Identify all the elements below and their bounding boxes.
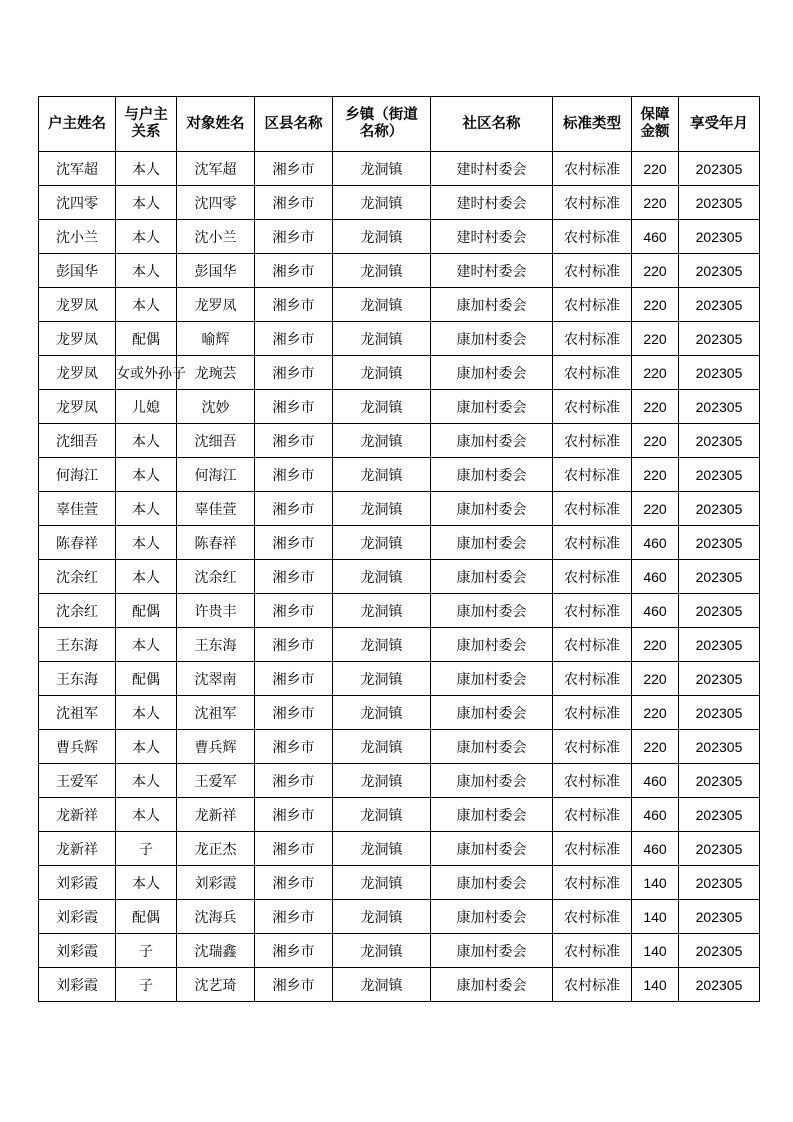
- cell-township: 龙洞镇: [333, 662, 431, 696]
- cell-subject-name: 龙琬芸: [177, 356, 255, 390]
- cell-householder-name: 沈小兰: [39, 220, 116, 254]
- cell-subject-name: 何海江: [177, 458, 255, 492]
- cell-month: 202305: [679, 968, 760, 1002]
- cell-standard-type: 农村标准: [553, 696, 632, 730]
- table-row: [39, 968, 760, 1002]
- cell-standard-type: 农村标准: [553, 288, 632, 322]
- table-row: [39, 934, 760, 968]
- cell-relation: 本人: [116, 560, 177, 594]
- cell-amount: 220: [632, 254, 679, 288]
- cell-householder-name: 沈余红: [39, 560, 116, 594]
- cell-township: 龙洞镇: [333, 526, 431, 560]
- cell-township: 龙洞镇: [333, 730, 431, 764]
- cell-month: 202305: [679, 220, 760, 254]
- cell-relation: 本人: [116, 798, 177, 832]
- table-row: [39, 322, 760, 356]
- cell-township: 龙洞镇: [333, 900, 431, 934]
- cell-county: 湘乡市: [255, 866, 333, 900]
- cell-township: 龙洞镇: [333, 322, 431, 356]
- cell-standard-type: 农村标准: [553, 424, 632, 458]
- cell-subject-name: 龙正杰: [177, 832, 255, 866]
- cell-month: 202305: [679, 560, 760, 594]
- cell-amount: 460: [632, 594, 679, 628]
- cell-county: 湘乡市: [255, 832, 333, 866]
- table-row: [39, 186, 760, 220]
- cell-community: 建时村委会: [431, 220, 553, 254]
- cell-relation: 本人: [116, 220, 177, 254]
- cell-householder-name: 沈四零: [39, 186, 116, 220]
- cell-month: 202305: [679, 662, 760, 696]
- cell-standard-type: 农村标准: [553, 220, 632, 254]
- cell-month: 202305: [679, 492, 760, 526]
- cell-standard-type: 农村标准: [553, 492, 632, 526]
- cell-relation: 配偶: [116, 900, 177, 934]
- cell-county: 湘乡市: [255, 968, 333, 1002]
- cell-community: 康加村委会: [431, 356, 553, 390]
- cell-amount: 460: [632, 526, 679, 560]
- cell-amount: 460: [632, 832, 679, 866]
- cell-community: 康加村委会: [431, 390, 553, 424]
- cell-county: 湘乡市: [255, 798, 333, 832]
- cell-householder-name: 刘彩霞: [39, 934, 116, 968]
- table-row: [39, 866, 760, 900]
- cell-community: 康加村委会: [431, 900, 553, 934]
- table-row: [39, 458, 760, 492]
- cell-householder-name: 沈余红: [39, 594, 116, 628]
- cell-relation: 本人: [116, 628, 177, 662]
- cell-relation: 本人: [116, 526, 177, 560]
- cell-amount: 460: [632, 798, 679, 832]
- cell-subject-name: 沈瑞鑫: [177, 934, 255, 968]
- cell-standard-type: 农村标准: [553, 832, 632, 866]
- cell-county: 湘乡市: [255, 628, 333, 662]
- cell-standard-type: 农村标准: [553, 458, 632, 492]
- cell-amount: 220: [632, 152, 679, 186]
- table-row: [39, 764, 760, 798]
- cell-county: 湘乡市: [255, 254, 333, 288]
- cell-amount: 220: [632, 730, 679, 764]
- cell-subject-name: 龙新祥: [177, 798, 255, 832]
- cell-township: 龙洞镇: [333, 424, 431, 458]
- cell-county: 湘乡市: [255, 594, 333, 628]
- cell-community: 康加村委会: [431, 424, 553, 458]
- cell-standard-type: 农村标准: [553, 866, 632, 900]
- cell-standard-type: 农村标准: [553, 934, 632, 968]
- cell-community: 康加村委会: [431, 730, 553, 764]
- table-row: [39, 832, 760, 866]
- cell-month: 202305: [679, 390, 760, 424]
- cell-month: 202305: [679, 798, 760, 832]
- cell-amount: 220: [632, 390, 679, 424]
- cell-subject-name: 辜佳萱: [177, 492, 255, 526]
- cell-township: 龙洞镇: [333, 492, 431, 526]
- cell-amount: 220: [632, 356, 679, 390]
- header-householder-name: 户主姓名: [39, 97, 116, 152]
- cell-householder-name: 刘彩霞: [39, 968, 116, 1002]
- cell-amount: 220: [632, 696, 679, 730]
- table-row: [39, 526, 760, 560]
- cell-relation: 子: [116, 968, 177, 1002]
- cell-relation: 本人: [116, 424, 177, 458]
- cell-subject-name: 沈艺琦: [177, 968, 255, 1002]
- cell-householder-name: 王爱军: [39, 764, 116, 798]
- cell-standard-type: 农村标准: [553, 356, 632, 390]
- cell-month: 202305: [679, 900, 760, 934]
- cell-standard-type: 农村标准: [553, 152, 632, 186]
- table-row: [39, 560, 760, 594]
- cell-month: 202305: [679, 764, 760, 798]
- cell-householder-name: 龙罗凤: [39, 356, 116, 390]
- cell-community: 康加村委会: [431, 798, 553, 832]
- cell-relation: 本人: [116, 730, 177, 764]
- cell-township: 龙洞镇: [333, 866, 431, 900]
- cell-amount: 220: [632, 628, 679, 662]
- cell-township: 龙洞镇: [333, 390, 431, 424]
- cell-relation: 儿媳: [116, 390, 177, 424]
- cell-householder-name: 沈细吾: [39, 424, 116, 458]
- cell-community: 建时村委会: [431, 186, 553, 220]
- cell-county: 湘乡市: [255, 152, 333, 186]
- header-row: [39, 97, 760, 152]
- cell-subject-name: 沈翠南: [177, 662, 255, 696]
- cell-county: 湘乡市: [255, 220, 333, 254]
- cell-month: 202305: [679, 594, 760, 628]
- cell-county: 湘乡市: [255, 764, 333, 798]
- cell-relation: 女或外孙子: [116, 356, 177, 390]
- assistance-table: [38, 96, 760, 1002]
- cell-householder-name: 龙新祥: [39, 832, 116, 866]
- cell-township: 龙洞镇: [333, 288, 431, 322]
- cell-standard-type: 农村标准: [553, 186, 632, 220]
- cell-householder-name: 龙罗凤: [39, 322, 116, 356]
- cell-community: 康加村委会: [431, 322, 553, 356]
- cell-householder-name: 辜佳萱: [39, 492, 116, 526]
- cell-community: 康加村委会: [431, 696, 553, 730]
- cell-subject-name: 曹兵辉: [177, 730, 255, 764]
- cell-township: 龙洞镇: [333, 356, 431, 390]
- cell-month: 202305: [679, 254, 760, 288]
- cell-county: 湘乡市: [255, 900, 333, 934]
- cell-township: 龙洞镇: [333, 186, 431, 220]
- cell-householder-name: 沈祖军: [39, 696, 116, 730]
- table-row: [39, 900, 760, 934]
- cell-subject-name: 王爱军: [177, 764, 255, 798]
- cell-county: 湘乡市: [255, 560, 333, 594]
- cell-relation: 本人: [116, 152, 177, 186]
- table-row: [39, 730, 760, 764]
- cell-relation: 本人: [116, 696, 177, 730]
- cell-householder-name: 刘彩霞: [39, 866, 116, 900]
- cell-subject-name: 龙罗凤: [177, 288, 255, 322]
- cell-standard-type: 农村标准: [553, 900, 632, 934]
- cell-township: 龙洞镇: [333, 458, 431, 492]
- cell-township: 龙洞镇: [333, 152, 431, 186]
- cell-month: 202305: [679, 356, 760, 390]
- table-row: [39, 662, 760, 696]
- cell-county: 湘乡市: [255, 458, 333, 492]
- cell-community: 康加村委会: [431, 594, 553, 628]
- cell-township: 龙洞镇: [333, 968, 431, 1002]
- cell-county: 湘乡市: [255, 934, 333, 968]
- cell-householder-name: 王东海: [39, 662, 116, 696]
- cell-subject-name: 彭国华: [177, 254, 255, 288]
- table-row: [39, 594, 760, 628]
- cell-community: 康加村委会: [431, 764, 553, 798]
- cell-standard-type: 农村标准: [553, 594, 632, 628]
- cell-householder-name: 王东海: [39, 628, 116, 662]
- cell-householder-name: 陈春祥: [39, 526, 116, 560]
- cell-standard-type: 农村标准: [553, 764, 632, 798]
- cell-householder-name: 龙罗凤: [39, 288, 116, 322]
- cell-township: 龙洞镇: [333, 220, 431, 254]
- cell-relation: 子: [116, 832, 177, 866]
- cell-community: 康加村委会: [431, 628, 553, 662]
- cell-relation: 子: [116, 934, 177, 968]
- cell-householder-name: 沈军超: [39, 152, 116, 186]
- cell-community: 建时村委会: [431, 254, 553, 288]
- cell-standard-type: 农村标准: [553, 390, 632, 424]
- header-subject-name: 对象姓名: [177, 97, 255, 152]
- cell-subject-name: 沈妙: [177, 390, 255, 424]
- cell-standard-type: 农村标准: [553, 968, 632, 1002]
- cell-month: 202305: [679, 934, 760, 968]
- table-row: [39, 628, 760, 662]
- cell-subject-name: 刘彩霞: [177, 866, 255, 900]
- cell-subject-name: 王东海: [177, 628, 255, 662]
- table-row: [39, 696, 760, 730]
- cell-county: 湘乡市: [255, 288, 333, 322]
- cell-amount: 220: [632, 662, 679, 696]
- cell-township: 龙洞镇: [333, 254, 431, 288]
- table-row: [39, 254, 760, 288]
- cell-householder-name: 何海江: [39, 458, 116, 492]
- cell-community: 康加村委会: [431, 866, 553, 900]
- cell-month: 202305: [679, 152, 760, 186]
- cell-county: 湘乡市: [255, 662, 333, 696]
- cell-householder-name: 龙新祥: [39, 798, 116, 832]
- cell-subject-name: 沈余红: [177, 560, 255, 594]
- cell-amount: 220: [632, 288, 679, 322]
- cell-amount: 220: [632, 186, 679, 220]
- cell-subject-name: 喻辉: [177, 322, 255, 356]
- table-row: [39, 424, 760, 458]
- header-month: 享受年月: [679, 97, 760, 152]
- cell-amount: 140: [632, 968, 679, 1002]
- cell-relation: 配偶: [116, 594, 177, 628]
- cell-community: 建时村委会: [431, 152, 553, 186]
- cell-community: 康加村委会: [431, 662, 553, 696]
- cell-month: 202305: [679, 696, 760, 730]
- cell-subject-name: 沈祖军: [177, 696, 255, 730]
- cell-householder-name: 曹兵辉: [39, 730, 116, 764]
- cell-township: 龙洞镇: [333, 798, 431, 832]
- cell-subject-name: 陈春祥: [177, 526, 255, 560]
- header-township: 乡镇（街道名称）: [333, 97, 431, 152]
- cell-householder-name: 龙罗凤: [39, 390, 116, 424]
- cell-month: 202305: [679, 526, 760, 560]
- cell-amount: 140: [632, 900, 679, 934]
- cell-month: 202305: [679, 730, 760, 764]
- cell-community: 康加村委会: [431, 560, 553, 594]
- cell-month: 202305: [679, 866, 760, 900]
- cell-township: 龙洞镇: [333, 696, 431, 730]
- cell-standard-type: 农村标准: [553, 730, 632, 764]
- cell-subject-name: 沈军超: [177, 152, 255, 186]
- cell-relation: 本人: [116, 186, 177, 220]
- cell-county: 湘乡市: [255, 424, 333, 458]
- cell-county: 湘乡市: [255, 186, 333, 220]
- cell-relation: 本人: [116, 254, 177, 288]
- cell-subject-name: 沈海兵: [177, 900, 255, 934]
- cell-township: 龙洞镇: [333, 560, 431, 594]
- cell-community: 康加村委会: [431, 526, 553, 560]
- cell-township: 龙洞镇: [333, 594, 431, 628]
- cell-amount: 140: [632, 866, 679, 900]
- cell-community: 康加村委会: [431, 832, 553, 866]
- cell-county: 湘乡市: [255, 356, 333, 390]
- cell-month: 202305: [679, 628, 760, 662]
- cell-month: 202305: [679, 424, 760, 458]
- cell-amount: 220: [632, 424, 679, 458]
- table-row: [39, 492, 760, 526]
- cell-community: 康加村委会: [431, 492, 553, 526]
- table-row: [39, 152, 760, 186]
- cell-amount: 460: [632, 220, 679, 254]
- cell-relation: 本人: [116, 288, 177, 322]
- cell-community: 康加村委会: [431, 934, 553, 968]
- header-amount: 保障金额: [632, 97, 679, 152]
- cell-subject-name: 许贵丰: [177, 594, 255, 628]
- cell-month: 202305: [679, 322, 760, 356]
- cell-householder-name: 彭国华: [39, 254, 116, 288]
- cell-standard-type: 农村标准: [553, 798, 632, 832]
- cell-relation: 本人: [116, 764, 177, 798]
- cell-amount: 220: [632, 458, 679, 492]
- cell-subject-name: 沈四零: [177, 186, 255, 220]
- cell-amount: 220: [632, 322, 679, 356]
- cell-amount: 140: [632, 934, 679, 968]
- cell-relation: 配偶: [116, 662, 177, 696]
- cell-standard-type: 农村标准: [553, 628, 632, 662]
- cell-month: 202305: [679, 458, 760, 492]
- header-county: 区县名称: [255, 97, 333, 152]
- cell-amount: 460: [632, 764, 679, 798]
- table-row: [39, 220, 760, 254]
- cell-month: 202305: [679, 186, 760, 220]
- cell-township: 龙洞镇: [333, 832, 431, 866]
- cell-county: 湘乡市: [255, 390, 333, 424]
- header-community: 社区名称: [431, 97, 553, 152]
- header-relation: 与户主关系: [116, 97, 177, 152]
- table-row: [39, 288, 760, 322]
- table-row: [39, 390, 760, 424]
- cell-community: 康加村委会: [431, 968, 553, 1002]
- cell-county: 湘乡市: [255, 730, 333, 764]
- cell-standard-type: 农村标准: [553, 560, 632, 594]
- cell-amount: 460: [632, 560, 679, 594]
- cell-amount: 220: [632, 492, 679, 526]
- table-row: [39, 798, 760, 832]
- cell-county: 湘乡市: [255, 696, 333, 730]
- cell-county: 湘乡市: [255, 322, 333, 356]
- cell-relation: 本人: [116, 458, 177, 492]
- cell-township: 龙洞镇: [333, 934, 431, 968]
- cell-standard-type: 农村标准: [553, 662, 632, 696]
- cell-relation: 本人: [116, 866, 177, 900]
- cell-standard-type: 农村标准: [553, 322, 632, 356]
- cell-relation: 配偶: [116, 322, 177, 356]
- cell-community: 康加村委会: [431, 458, 553, 492]
- cell-county: 湘乡市: [255, 526, 333, 560]
- cell-standard-type: 农村标准: [553, 526, 632, 560]
- cell-township: 龙洞镇: [333, 628, 431, 662]
- cell-county: 湘乡市: [255, 492, 333, 526]
- cell-subject-name: 沈细吾: [177, 424, 255, 458]
- cell-month: 202305: [679, 288, 760, 322]
- cell-community: 康加村委会: [431, 288, 553, 322]
- cell-month: 202305: [679, 832, 760, 866]
- cell-relation: 本人: [116, 492, 177, 526]
- cell-subject-name: 沈小兰: [177, 220, 255, 254]
- cell-householder-name: 刘彩霞: [39, 900, 116, 934]
- cell-standard-type: 农村标准: [553, 254, 632, 288]
- header-standard-type: 标准类型: [553, 97, 632, 152]
- table-row: [39, 356, 760, 390]
- cell-township: 龙洞镇: [333, 764, 431, 798]
